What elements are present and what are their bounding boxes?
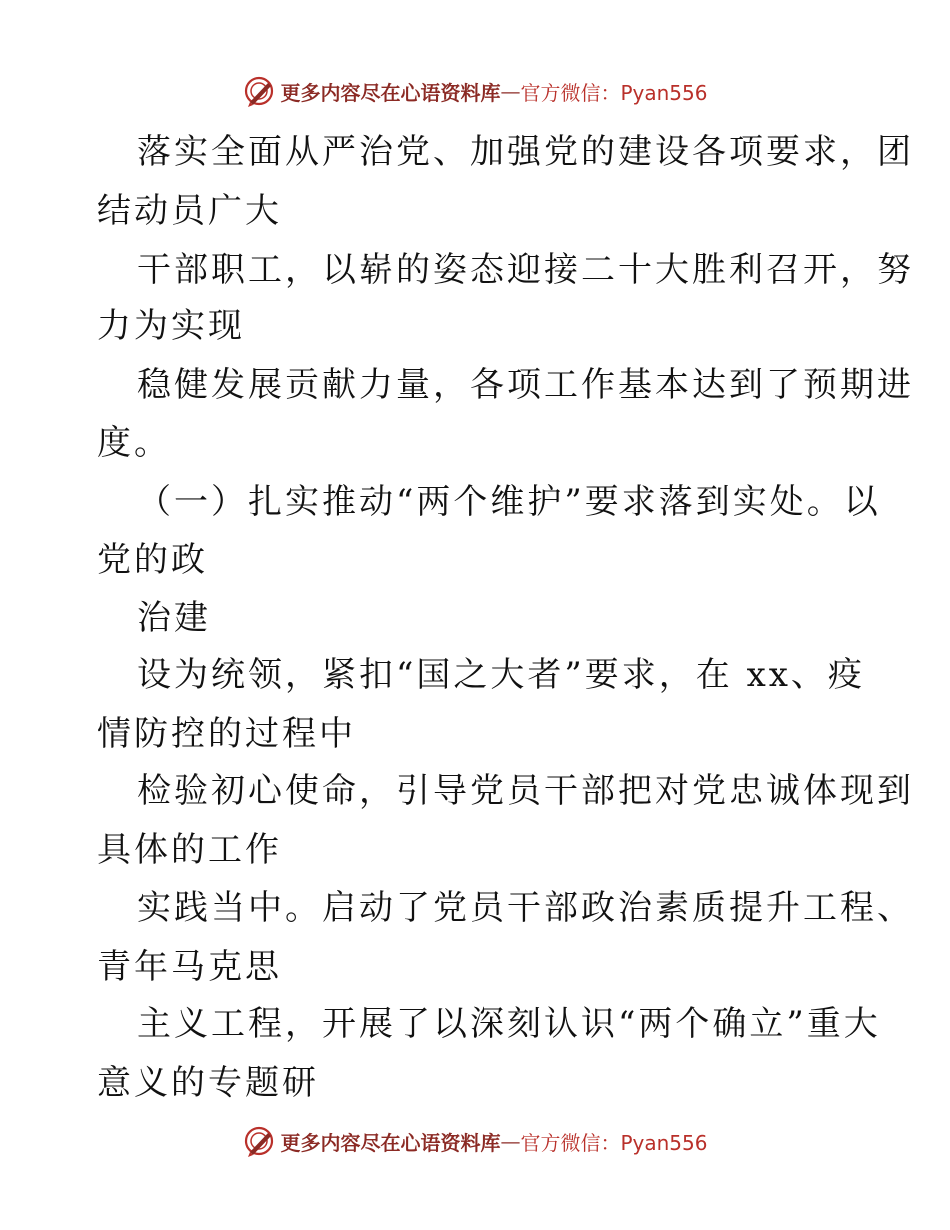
footer-contact-text: 官方微信：Pyan556 bbox=[520, 1130, 708, 1155]
header-separator: — bbox=[500, 79, 521, 103]
header-contact-text: 官方微信：Pyan556 bbox=[520, 80, 708, 105]
body-line-6: 度。 bbox=[97, 423, 171, 463]
footer-banner bbox=[0, 1121, 950, 1161]
body-line-17: 意义的专题研 bbox=[97, 1063, 319, 1103]
body-line-1: 落实全面从严治党、加强党的建设各项要求，团 bbox=[137, 132, 914, 172]
footer-brand-text: 更多内容尽在心语资料库 bbox=[280, 1130, 501, 1155]
body-line-4: 力为实现 bbox=[97, 306, 245, 346]
body-line-12: 检验初心使命，引导党员干部把对党忠诚体现到 bbox=[137, 771, 914, 811]
body-line-7: （一）扎实推动“两个维护”要求落到实处。以 bbox=[137, 482, 881, 522]
body-line-15: 青年马克思 bbox=[97, 947, 282, 987]
body-line-2: 结动员广大 bbox=[97, 191, 282, 231]
header-banner bbox=[0, 71, 950, 111]
header-brand-text: 更多内容尽在心语资料库 bbox=[280, 80, 501, 105]
body-line-9: 治建 bbox=[137, 598, 211, 638]
body-line-13: 具体的工作 bbox=[97, 830, 282, 870]
body-line-16: 主义工程，开展了以深刻认识“两个确立”重大 bbox=[137, 1004, 881, 1044]
body-line-14: 实践当中。启动了党员干部政治素质提升工程、 bbox=[137, 888, 914, 928]
body-line-3: 干部职工，以崭的姿态迎接二十大胜利召开，努 bbox=[137, 250, 914, 290]
pen-logo-icon bbox=[242, 1124, 276, 1158]
footer-separator: — bbox=[500, 1129, 521, 1153]
body-line-5: 稳健发展贡献力量，各项工作基本达到了预期进 bbox=[137, 365, 914, 405]
body-line-10: 设为统领，紧扣“国之大者”要求，在 xx、疫 bbox=[137, 655, 865, 695]
body-line-11: 情防控的过程中 bbox=[97, 714, 356, 754]
pen-logo-icon bbox=[242, 74, 276, 108]
body-line-8: 党的政 bbox=[97, 540, 208, 580]
